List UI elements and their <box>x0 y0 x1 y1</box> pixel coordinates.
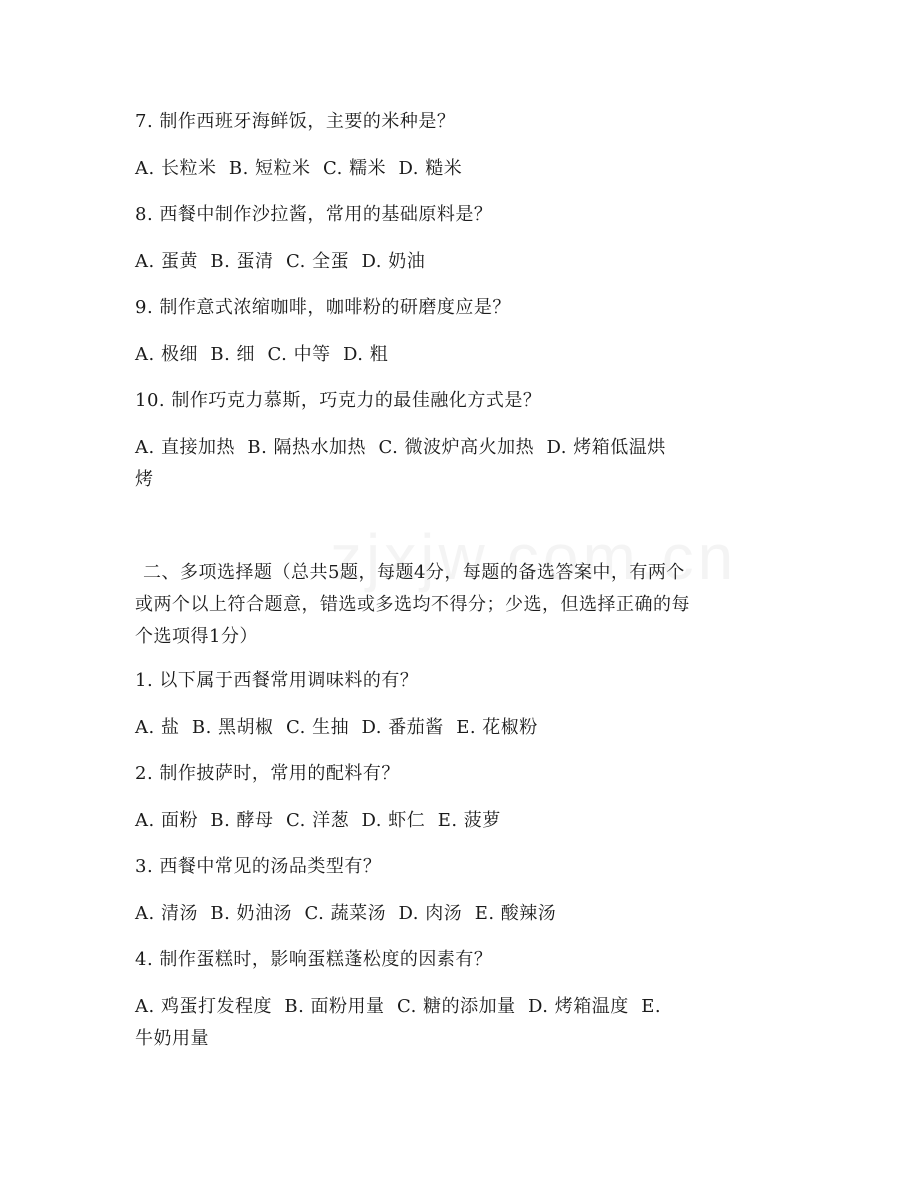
mc-question-2-options: A. 面粉 B. 酵母 C. 洋葱 D. 虾仁 E. 菠萝 <box>135 810 501 831</box>
mc-question-1-stem: 1. 以下属于西餐常用调味料的有？ <box>135 670 419 691</box>
mc-question-3-options: A. 清汤 B. 奶油汤 C. 蔬菜汤 D. 肉汤 E. 酸辣汤 <box>135 903 557 924</box>
question-10-stem: 10. 制作巧克力慕斯，巧克力的最佳融化方式是？ <box>135 390 542 411</box>
mc-question-1-options: A. 盐 B. 黑胡椒 C. 生抽 D. 番茄酱 E. 花椒粉 <box>135 717 538 738</box>
mc-question-2-stem: 2. 制作披萨时，常用的配料有？ <box>135 763 400 784</box>
mc-question-3-stem: 3. 西餐中常见的汤品类型有？ <box>135 856 382 877</box>
question-10-options-line2: 烤 <box>135 469 154 490</box>
section-2-heading-line3: 个选项得1分） <box>135 626 258 647</box>
section-2-heading-line2: 或两个以上符合题意，错选或多选均不得分；少选，但选择正确的每 <box>135 594 690 615</box>
mc-question-4-stem: 4. 制作蛋糕时，影响蛋糕蓬松度的因素有？ <box>135 949 493 970</box>
section-2-heading-line1: 二、多项选择题（总共5题，每题4分，每题的备选答案中，有两个 <box>143 562 685 583</box>
question-9-stem: 9. 制作意式浓缩咖啡，咖啡粉的研磨度应是？ <box>135 297 511 318</box>
mc-question-4-options-line1: A. 鸡蛋打发程度 B. 面粉用量 C. 糖的添加量 D. 烤箱温度 E. <box>135 996 662 1017</box>
question-7-options: A. 长粒米 B. 短粒米 C. 糯米 D. 糙米 <box>135 158 463 179</box>
question-7-stem: 7. 制作西班牙海鲜饭，主要的米种是？ <box>135 111 456 132</box>
mc-question-4-options-line2: 牛奶用量 <box>135 1028 209 1049</box>
question-9-options: A. 极细 B. 细 C. 中等 D. 粗 <box>135 344 389 365</box>
question-10-options-line1: A. 直接加热 B. 隔热水加热 C. 微波炉高火加热 D. 烤箱低温烘 <box>135 437 666 458</box>
question-8-stem: 8. 西餐中制作沙拉酱，常用的基础原料是？ <box>135 204 493 225</box>
question-8-options: A. 蛋黄 B. 蛋清 C. 全蛋 D. 奶油 <box>135 251 426 272</box>
